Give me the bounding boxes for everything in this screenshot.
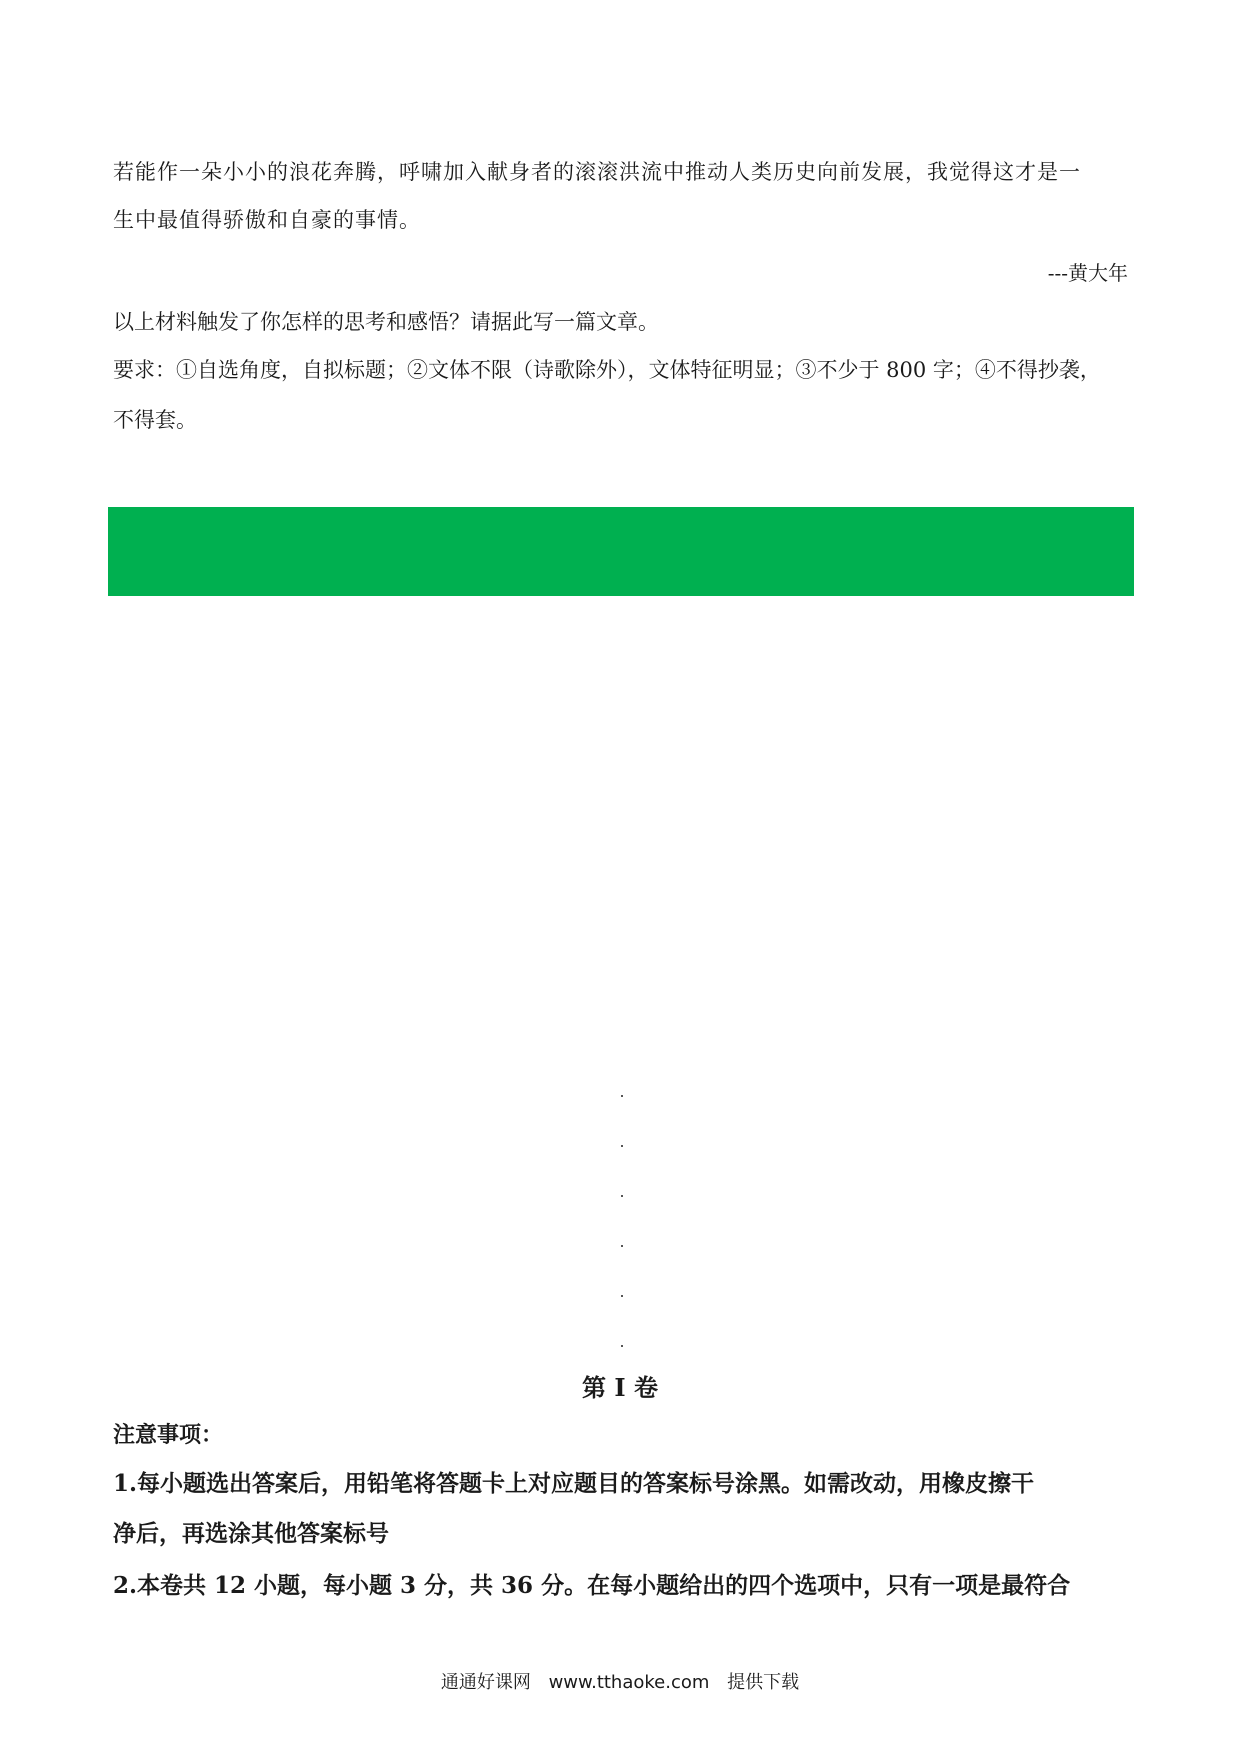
quote-line-2: 生中最值得骄傲和自豪的事情。 (113, 208, 421, 232)
dot-marker (621, 1245, 623, 1247)
note-2-line-1: 2.本卷共 12 小题，每小题 3 分，共 36 分。在每小题给出的四个选项中，只有一项是最符合 (113, 1572, 1071, 1599)
footer-url[interactable]: www.tthaoke.com (548, 1672, 710, 1693)
note-1-line-1: 1.每小题选出答案后，用铅笔将答题卡上对应题目的答案标号涂黑。如需改动，用橡皮擦干 (113, 1470, 1035, 1497)
footer-suffix: 提供下载 (727, 1672, 800, 1693)
dot-marker (621, 1095, 623, 1097)
section-title: 第 I 卷 (582, 1373, 658, 1402)
footer-site-name: 通通好课网 (440, 1672, 531, 1693)
note-1-line-2: 净后，再选涂其他答案标号 (113, 1520, 389, 1547)
dot-marker (621, 1195, 623, 1197)
prompt-requirements-line-1: 要求：①自选角度，自拟标题；②文体不限（诗歌除外），文体特征明显；③不少于 800 字；④不得抄袭， (113, 358, 1101, 382)
prompt-requirements-line-2: 不得套。 (113, 408, 197, 432)
dot-marker (621, 1145, 623, 1147)
page-footer (0, 1668, 1240, 1694)
dot-marker (621, 1345, 623, 1347)
quote-line-1: 若能作一朵小小的浪花奔腾，呼啸加入献身者的滚滚洪流中推动人类历史向前发展，我觉得这才是一 (113, 160, 1081, 184)
green-banner (108, 507, 1134, 596)
quote-attribution: ---黄大年 (1047, 261, 1128, 285)
dot-marker (621, 1295, 623, 1297)
notes-heading: 注意事项： (113, 1422, 224, 1448)
prompt-question: 以上材料触发了你怎样的思考和感悟？请据此写一篇文章。 (113, 310, 659, 334)
